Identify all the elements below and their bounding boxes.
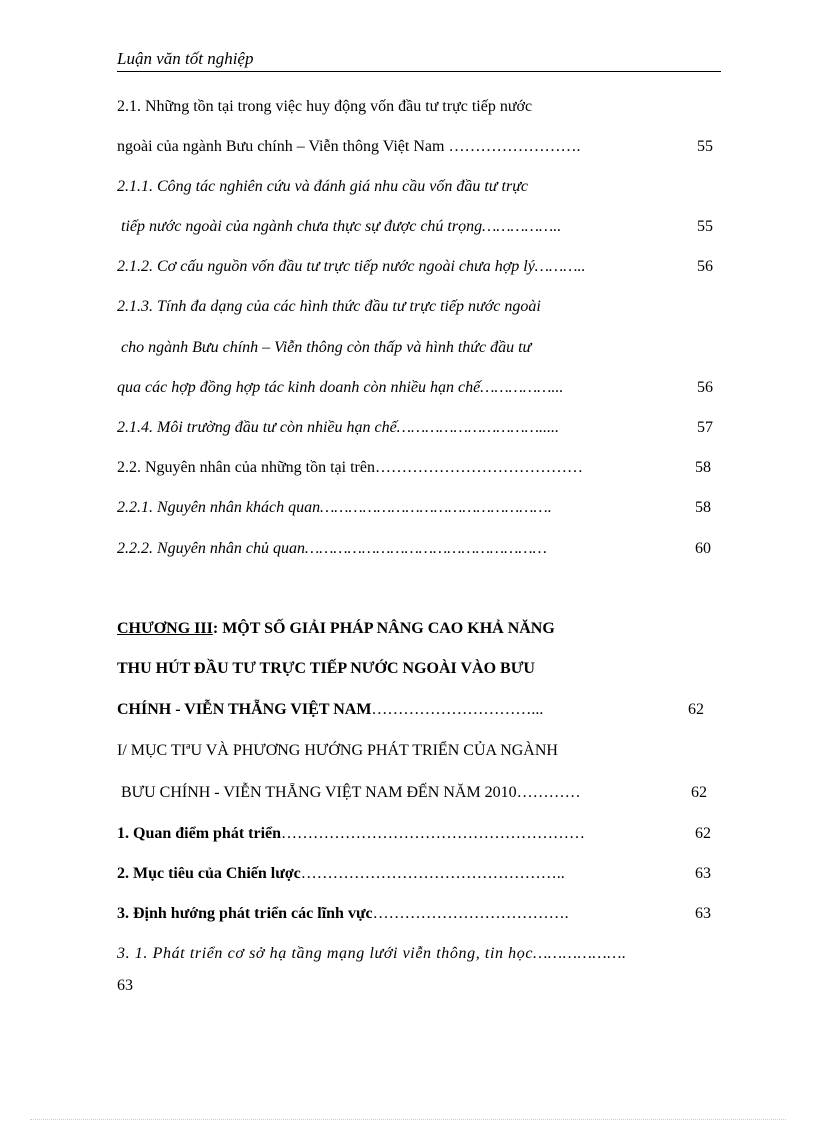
chapter-3-leader-dots: …………………………... — [371, 701, 544, 718]
toc-entry-2-1-page: 55 — [697, 138, 713, 155]
toc-entry-3-1-line1: 3. 1. Phát triển cơ sở hạ tầng mạng lưới viễn thông, tin học………………. — [117, 945, 627, 962]
toc-entry-2-2-1-line1: 2.2.1. Nguyên nhân khách quan…………………………………………. — [117, 499, 552, 516]
toc-entry-3-page: 63 — [695, 905, 711, 922]
chapter-3-heading-line3 — [117, 700, 543, 720]
toc-entry-1-page: 62 — [695, 825, 711, 842]
toc-entry-2-page: 63 — [695, 865, 711, 882]
toc-entry-3-dots: ………………………………. — [372, 905, 569, 922]
chapter-3-heading-line2: THU HÚT ĐẦU TƯ TRỰC TIẾP NƯỚC NGOÀI VÀO BƯU — [117, 660, 535, 677]
chapter-3-title-part1: : MỘT SỐ GIẢI PHÁP NÂNG CAO KHẢ NĂNG — [212, 620, 555, 637]
toc-entry-2-1-1-page: 55 — [697, 218, 713, 235]
chapter-3-title-part3: CHÍNH - VIỄN THẴNG VIỆT NAM — [117, 701, 372, 718]
toc-entry-2-1-3-line2: cho ngành Bưu chính – Viễn thông còn thấp và hình thức đầu tư — [117, 339, 532, 356]
toc-entry-2-1-3-page: 56 — [697, 379, 713, 396]
toc-entry-I-line2: BƯU CHÍNH - VIỄN THẴNG VIỆT NAM ĐẾN NĂM 2010………… — [117, 784, 581, 801]
toc-entry-1-title: 1. Quan điểm phát triển — [117, 825, 282, 842]
toc-entry-2-2-1-page: 58 — [695, 499, 711, 516]
toc-entry-3-title: 3. Định hướng phát triển các lĩnh vực — [117, 905, 373, 922]
toc-entry-2-dots: ………………………………………….. — [300, 865, 565, 882]
toc-entry-3-1-page: 63 — [117, 977, 133, 994]
toc-entry-2-1-3-line3: qua các hợp đồng hợp tác kinh doanh còn nhiều hạn chế……………... — [117, 379, 564, 396]
toc-entry-2-1-2-line1: 2.1.2. Cơ cấu nguồn vốn đầu tư trực tiếp nước ngoài chưa hợp lý……….. — [117, 258, 586, 275]
chapter-3-page: 62 — [688, 701, 704, 718]
toc-entry-I-line1: I/ MỤC TIªU VÀ PHƯƠNG HƯỚNG PHÁT TRIỂN CỦA NGÀNH — [117, 742, 558, 759]
toc-entry-2-2-line1: 2.2. Nguyên nhân của những tồn tại trên………………………………… — [117, 459, 583, 476]
toc-entry-2-title: 2. Mục tiêu của Chiến lược — [117, 865, 301, 882]
toc-entry-2-2-2-line1: 2.2.2. Nguyên nhân chủ quan…………………………………………… — [117, 540, 547, 557]
toc-entry-1 — [117, 824, 585, 844]
toc-entry-2-1-3-line1: 2.1.3. Tính đa dạng của các hình thức đầu tư trực tiếp nước ngoài — [117, 298, 541, 315]
toc-entry-2-1-line2: ngoài của ngành Bưu chính – Viễn thông Việt Nam ……………………. — [117, 138, 581, 155]
toc-entry-2-2-2-page: 60 — [695, 540, 711, 557]
toc-entry-3 — [117, 904, 569, 924]
toc-entry-2 — [117, 864, 565, 884]
toc-entry-1-dots: ………………………………………………… — [281, 825, 586, 842]
chapter-3-label: CHƯƠNG III — [117, 620, 213, 637]
chapter-3-heading-line1 — [117, 619, 555, 639]
page-header: Luận văn tốt nghiệp — [117, 48, 721, 72]
toc-entry-2-1-4-page: 57 — [697, 419, 713, 436]
toc-entry-I-page: 62 — [691, 784, 707, 801]
page-bottom-divider — [30, 1119, 786, 1120]
toc-entry-2-1-line1: 2.1. Những tồn tại trong việc huy động vốn đầu tư trực tiếp nước — [117, 98, 533, 115]
toc-entry-2-1-1-line1: 2.1.1. Công tác nghiên cứu và đánh giá nhu cầu vốn đầu tư trực — [117, 178, 529, 195]
toc-entry-2-1-4-line1: 2.1.4. Môi trường đầu tư còn nhiều hạn chế…………………………..... — [117, 419, 559, 436]
toc-entry-2-1-1-line2: tiếp nước ngoài của ngành chưa thực sự được chú trọng…………….. — [117, 218, 562, 235]
toc-entry-2-1-2-page: 56 — [697, 258, 713, 275]
toc-entry-2-2-page: 58 — [695, 459, 711, 476]
